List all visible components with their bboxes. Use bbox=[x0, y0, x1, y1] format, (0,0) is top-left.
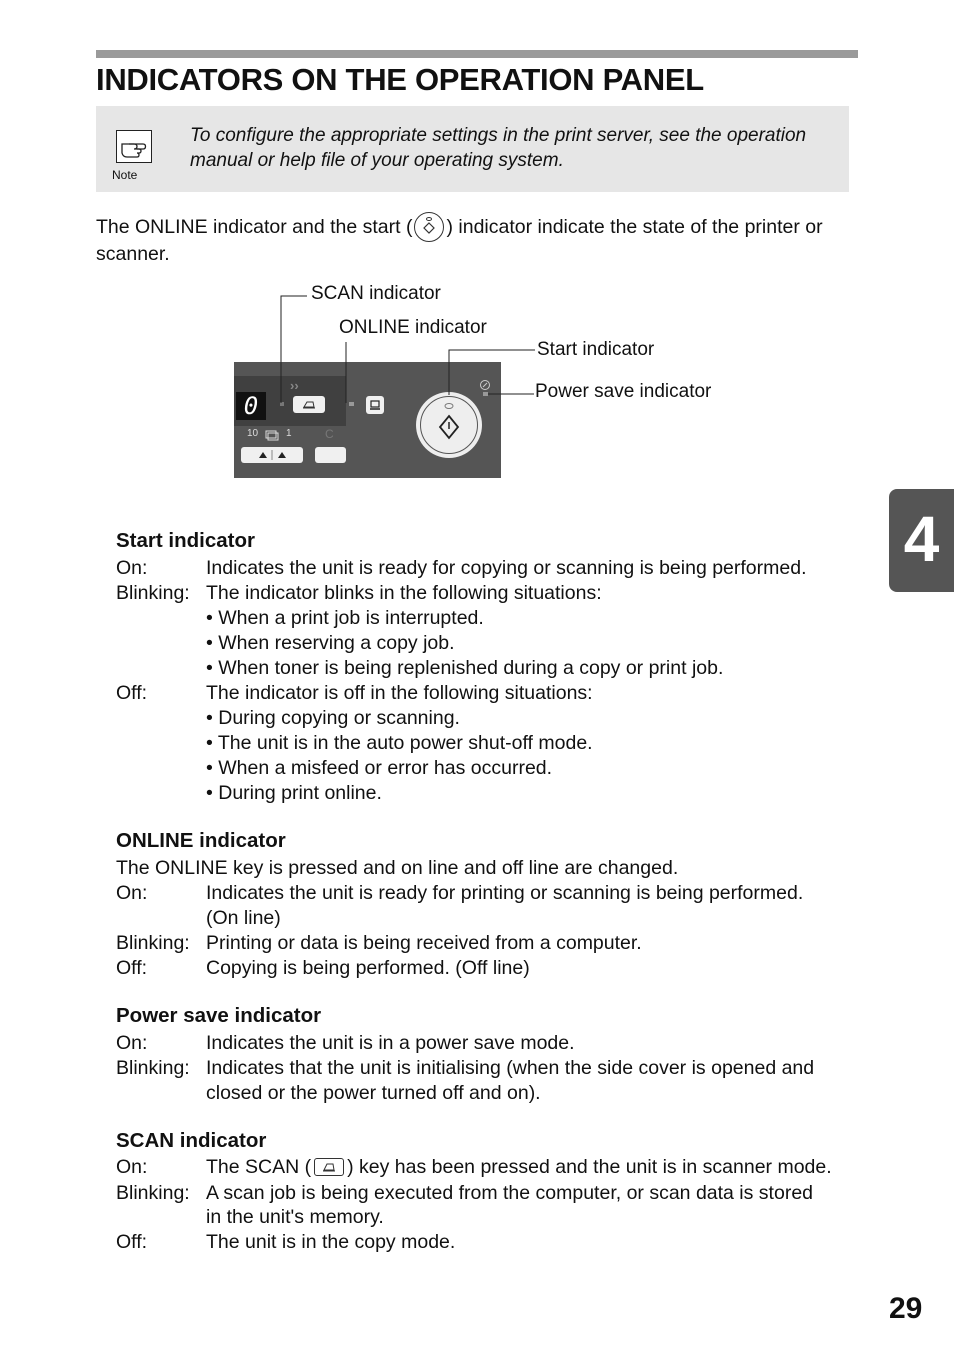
power-save-on-text: Indicates the unit is in a power save mode. bbox=[206, 1032, 575, 1054]
intro-text-after: ) indicator indicate the state of the printer or scanner. bbox=[96, 216, 823, 265]
online-on-text-cont: (On line) bbox=[206, 907, 281, 929]
online-blink-text: Printing or data is being received from a computer. bbox=[206, 932, 642, 954]
power-save-on-term: On: bbox=[116, 1032, 148, 1054]
start-blink-text: The indicator blinks in the following situations: bbox=[206, 582, 602, 604]
counter-right-label: 1 bbox=[286, 428, 292, 439]
online-off-text: Copying is being performed. (Off line) bbox=[206, 957, 530, 979]
intro-text-before: The ONLINE indicator and the start ( bbox=[96, 216, 413, 238]
start-off-item: • During copying or scanning. bbox=[206, 707, 460, 729]
start-off-text: The indicator is off in the following situations: bbox=[206, 682, 593, 704]
scan-indicator-heading: SCAN indicator bbox=[116, 1129, 267, 1152]
online-indicator-heading: ONLINE indicator bbox=[116, 829, 286, 852]
scan-off-term: Off: bbox=[116, 1231, 148, 1253]
page-title: INDICATORS ON THE OPERATION PANEL bbox=[96, 62, 704, 97]
start-off-term: Off: bbox=[116, 682, 148, 704]
scan-blink-text-cont: in the unit's memory. bbox=[206, 1206, 384, 1228]
scan-blink-term: Blinking: bbox=[116, 1182, 190, 1204]
chapter-tab: 4 bbox=[889, 489, 954, 592]
power-save-indicator-callout: Power save indicator bbox=[535, 381, 712, 402]
note-label: Note bbox=[112, 168, 138, 182]
power-save-blink-text-cont: closed or the power turned off and on). bbox=[206, 1082, 541, 1104]
scan-on-term: On: bbox=[116, 1156, 148, 1178]
page-number: 29 bbox=[889, 1292, 923, 1325]
scan-on-text-after: ) key has been pressed and the unit is in scanner mode. bbox=[347, 1156, 832, 1178]
start-off-item: • The unit is in the auto power shut-off mode. bbox=[206, 732, 593, 754]
start-indicator-callout: Start indicator bbox=[537, 339, 655, 360]
online-on-text: Indicates the unit is ready for printing or scanning is being performed. bbox=[206, 882, 804, 904]
callout-lines bbox=[0, 0, 954, 520]
scan-off-text: The unit is in the copy mode. bbox=[206, 1231, 456, 1253]
start-off-item: • During print online. bbox=[206, 782, 382, 804]
online-blink-term: Blinking: bbox=[116, 932, 190, 954]
counter-left-label: 10 bbox=[247, 428, 259, 439]
scan-on-text-before: The SCAN ( bbox=[206, 1156, 312, 1178]
start-blink-term: Blinking: bbox=[116, 582, 190, 604]
chevron-right-icon: ›› bbox=[290, 378, 299, 393]
clear-key-label: C bbox=[325, 427, 334, 441]
power-save-blink-term: Blinking: bbox=[116, 1057, 190, 1079]
start-off-item: • When a misfeed or error has occurred. bbox=[206, 757, 553, 779]
note-text: To configure the appropriate settings in the print server, see the operation manual or help file of your operating system. bbox=[190, 125, 807, 171]
start-blink-item: • When reserving a copy job. bbox=[206, 632, 455, 654]
start-indicator-heading: Start indicator bbox=[116, 529, 255, 552]
start-on-term: On: bbox=[116, 557, 148, 579]
online-on-term: On: bbox=[116, 882, 148, 904]
scan-blink-text: A scan job is being executed from the computer, or scan data is stored bbox=[206, 1182, 814, 1204]
copy-count-display: 0 bbox=[236, 392, 266, 420]
online-indicator-callout: ONLINE indicator bbox=[339, 317, 487, 338]
scan-on-text bbox=[206, 1156, 832, 1179]
scan-key-icon bbox=[314, 1158, 344, 1176]
start-blink-item: • When toner is being replenished during a copy or print job. bbox=[206, 657, 724, 679]
power-save-blink-text: Indicates that the unit is initialising (when the side cover is opened and bbox=[206, 1057, 815, 1079]
scan-indicator-callout: SCAN indicator bbox=[311, 283, 441, 304]
power-save-indicator-heading: Power save indicator bbox=[116, 1004, 322, 1027]
online-off-term: Off: bbox=[116, 957, 148, 979]
online-intro-text: The ONLINE key is pressed and on line and off line are changed. bbox=[116, 857, 679, 879]
start-on-text: Indicates the unit is ready for copying or scanning is being performed. bbox=[206, 557, 807, 579]
start-blink-item: • When a print job is interrupted. bbox=[206, 607, 484, 629]
